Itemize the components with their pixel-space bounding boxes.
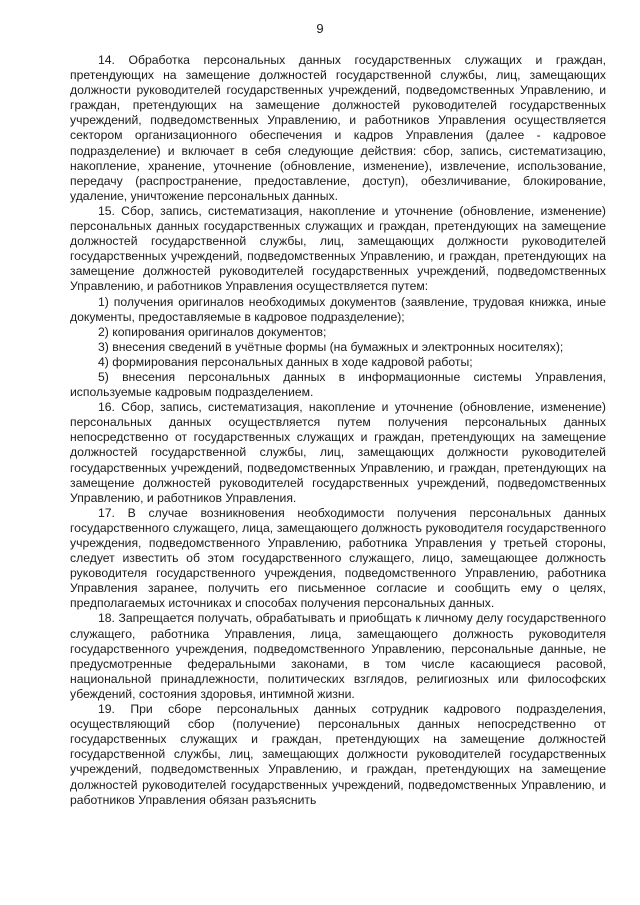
document-body bbox=[70, 53, 606, 808]
list-item-2: 2) копирования оригиналов документов; bbox=[98, 324, 327, 339]
paragraph-14: 14. Обработка персональных данных государственных служащих и граждан, претендующих на замещение должностей государственной службы, лиц, замещающих должности руководителей государственных учреждений, подведомственных Управлению, и граждан, претендующих на замещение должностей руководителей государственных учреждений, подведомственных Управлению, и работников Управления осуществляется сектором организационного обеспечения и кадров Управления (далее - кадровое подразделение) и включает в себя следующие действия: сбор, запись, систематизацию, накопление, хранение, уточнение (обновление, изменение), извлечение, использование, передачу (распространение, предоставление, доступ), обезличивание, блокирование, удаление, уничтожение персональных данных. bbox=[70, 53, 606, 203]
list-item-3: 3) внесения сведений в учётные формы (на бумажных и электронных носителях); bbox=[98, 339, 564, 354]
paragraph-17: 17. В случае возникновения необходимости получения персональных данных государственного служащего, лица, замещающего должность руководителя государственного учреждения, подведомственного Управлению, работника Управления у третьей стороны, следует известить об этом государственного служащего, лицо, замещающее должность руководителя государственного учреждения, подведомственного Управлению, работника Управления заранее, получить его письменное согласие и сообщить ему о целях, предполагаемых источниках и способах получения персональных данных. bbox=[70, 505, 606, 611]
paragraph-15: 15. Сбор, запись, систематизация, накопление и уточнение (обновление, изменение) персональных данных государственных служащих и граждан, претендующих на замещение должностей государственной службы, лиц, замещающих должности руководителей государственных учреждений, подведомственных Управлению, и граждан, претендующих на замещение должностей руководителей государственных учреждений, подведомственных Управлению, и работников Управления осуществляется путем: bbox=[70, 203, 606, 294]
list-item-4: 4) формирования персональных данных в ходе кадровой работы; bbox=[98, 354, 473, 369]
paragraph-18: 18. Запрещается получать, обрабатывать и приобщать к личному делу государственного служащего, работника Управления, лица, замещающего должность руководителя государственного учреждения, подведомственного Управлению, персональные данные, не предусмотренные федеральными законами, в том числе касающиеся расовой, национальной принадлежности, политических взглядов, религиозных или философских убеждений, состояния здоровья, интимной жизни. bbox=[70, 611, 606, 701]
page-number: 9 bbox=[316, 21, 324, 36]
list-item-1: 1) получения оригиналов необходимых документов (заявление, трудовая книжка, иные документы, предоставляемые в кадровое подразделение); bbox=[70, 294, 606, 324]
list-item-5: 5) внесения персональных данных в информационные системы Управления, используемые кадровым подразделением. bbox=[70, 369, 606, 400]
paragraph-16: 16. Сбор, запись, систематизация, накопление и уточнение (обновление, изменение) персональных данных осуществляется путем получения персональных данных непосредственно от государственных служащих и граждан, претендующих на замещение должностей государственной службы, лиц, замещающих должности руководителей государственных учреждений, подведомственных Управлению, и граждан, претендующих на замещение должностей руководителей государственных учреждений, подведомственных Управлению, и работников Управления. bbox=[70, 400, 606, 505]
paragraph-19: 19. При сборе персональных данных сотрудник кадрового подразделения, осуществляющий сбор (получение) персональных данных непосредственно от государственных служащих и граждан, претендующих на замещение должностей государственной службы, лиц, замещающих должности руководителей государственных учреждений, подведомственных Управлению, и граждан, претендующих на замещение должностей руководителей государственных учреждений, подведомственных Управлению, и работников Управления обязан разъяснить bbox=[70, 702, 606, 807]
